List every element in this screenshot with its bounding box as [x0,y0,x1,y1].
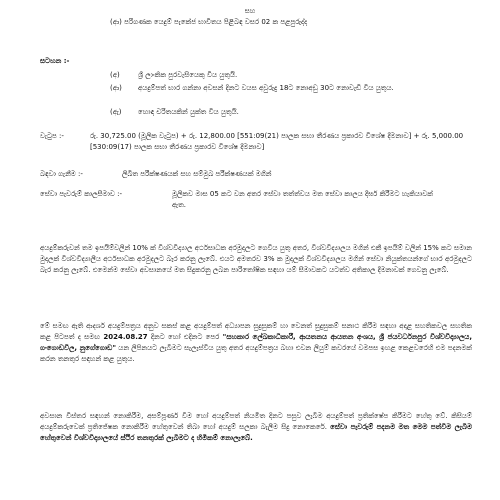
item-number: (අ) [110,71,120,79]
top-fragment-text [90,0,171,5]
rejection-text: අවසාන විස්තර සඳහන් නොකිරීම, අසම්පූර්ණ වීම හෝ අයදුම්පත් නියමිත දිනට පසුව ලැබීම අයදුම්පත් ප්‍රතික්ෂේප කිරීමට හේතු වේ. කිසියම් අයදුම්කරුවෙක් ප්‍රතිජේෂක නොකිරීම හේතුවෙන් තිබා හෝ අයදුම් සලකා බැලීම සිදු නොකෙරේ. [40,412,472,431]
closing-date: 2024.08.27 [103,332,148,341]
provident-fund-paragraph: අයදුම්කරුවන් තම ඉපයීම්වලින් 10% ක් විශ්වවිද්‍යාල අර්ථසාධක අරමුදලට ගෙවිය යුතු අතර, විශ්වවිද්‍යාලය මගින් එකී ඉපයීම් වලින් 15% කට සමාන මුදලක් විශ්වවිද්‍යාලීය අර්ථසාධක අරමුදලට බැර කරනු ලැබේ. එයට අමතරව 3% ක මුදලක් විශ්වවිද්‍යාලය මගින් සේවා නියුක්තයන්ගේ භාර අරමුදලට බැර කරනු ලැබේ. එමෙන්ම සේවා අවසානයේ මත සිදුකරනු ලබන පාරිතෝෂික සඳහා යම් සීමාවකට යටත්ව අතිකාල දීමනාවක් ගෙවනු ලැබේ. [40,244,472,274]
permanent-post-notice: සේවා පැවරුම් පදනම මත මෙම පත්වීම ලැබීම හේතුවෙන් විශ්වවිද්‍යාලයේ ස්ථිර තනතුරක් ලැබීමට ද හිමිකම් නොලැබේ. [40,422,472,442]
application-text-mid: දිනට හෝ එදිනට පෙර [147,332,223,341]
service-period-label: සේවා පැවරුම් කාලසීමාව :- [40,190,123,198]
service-period-text: මූලිකව මාස 05 කට වන අතර සේවා තත්ත්වය මත සේවා කාලය දීර්ඝ කිරීමට හැකියාවක් ඇත. [172,190,433,209]
recruitment-label: බඳවා ගැනීම :- [40,170,83,178]
notes-heading: සටහන :- [40,57,70,65]
application-text-suffix: යන ලිපිනයට ලැබීමට සැලැස්විය යුතු අතර අයදුම්පත්‍රය බහා එවන ලියුම් කවරයේ වමපස ඉහළ කෙළවරෙහි එම පදනමක් කරන තනතුර සඳහන් කළ යුතුය. [40,343,472,363]
item-number: (ආ) [110,84,122,92]
postal-address: "සහකාර ලේඛකාධිකාරී, ආයතනය ආයතන අංශය, ශ්‍රී ජයවර්ධනපුර විශ්වවිද්‍යාලය, ගංගොඩවිල, නුගේගොඩ" [40,332,473,352]
application-text-prefix: මේ සමඟ ඇති ආදර්ශ අයදුම්පත්‍රය අනුව සකස් කළ අයදුම්පත් අධ්‍යාපන සුදුසුකම් හා වෙනත් සුදුසුකම් සනාථ කිරීම සඳහා අදාළ සහතිකවල සහතික කළ පිටපත් ද සමඟ [40,322,472,341]
rejection-paragraph [40,411,472,444]
application-paragraph [40,321,472,364]
salary-label: වැටුප :- [40,132,64,140]
item-number: (ඇ) [110,108,122,116]
item-text: හොඳ චරිතයකින් යුක්ත විය යුතුයි. [138,108,239,116]
item-text: ශ්‍රී ලාංකික පුරවැසියෙකු විය යුතුයි. [138,71,238,79]
recruitment-text: ලිඛිත පරීක්ෂණයක් සහ සම්මුඛ පරීක්ෂණයක් මගින් [122,170,272,178]
requirement-b: (ආ) පරිගණක යෙදුම් පැකේජ භාවිතය පිළිබඳ වසර 02 ක පළපුරුද්ද [110,18,308,26]
conjunction-text: සහ [244,7,256,15]
salary-text: රු. 30,725.00 (මූලික වැටුප) + රු. 12,800.00 [551:09(21) පාලක සභා තීරණය ප්‍රකාරව විශේෂ දීමනාව] + රු. 5,000.00 [530:09(17) පාලක සභා තීරණය ප්‍රකාරව විශේෂ දීමනාව] [90,132,464,151]
item-text: අයදුම්පත් භාර ගන්නා අවසන් දිනට වයස අවුරුදු 18ට නොඅඩු 30ට නොවැඩි විය යුතුය. [138,84,394,92]
